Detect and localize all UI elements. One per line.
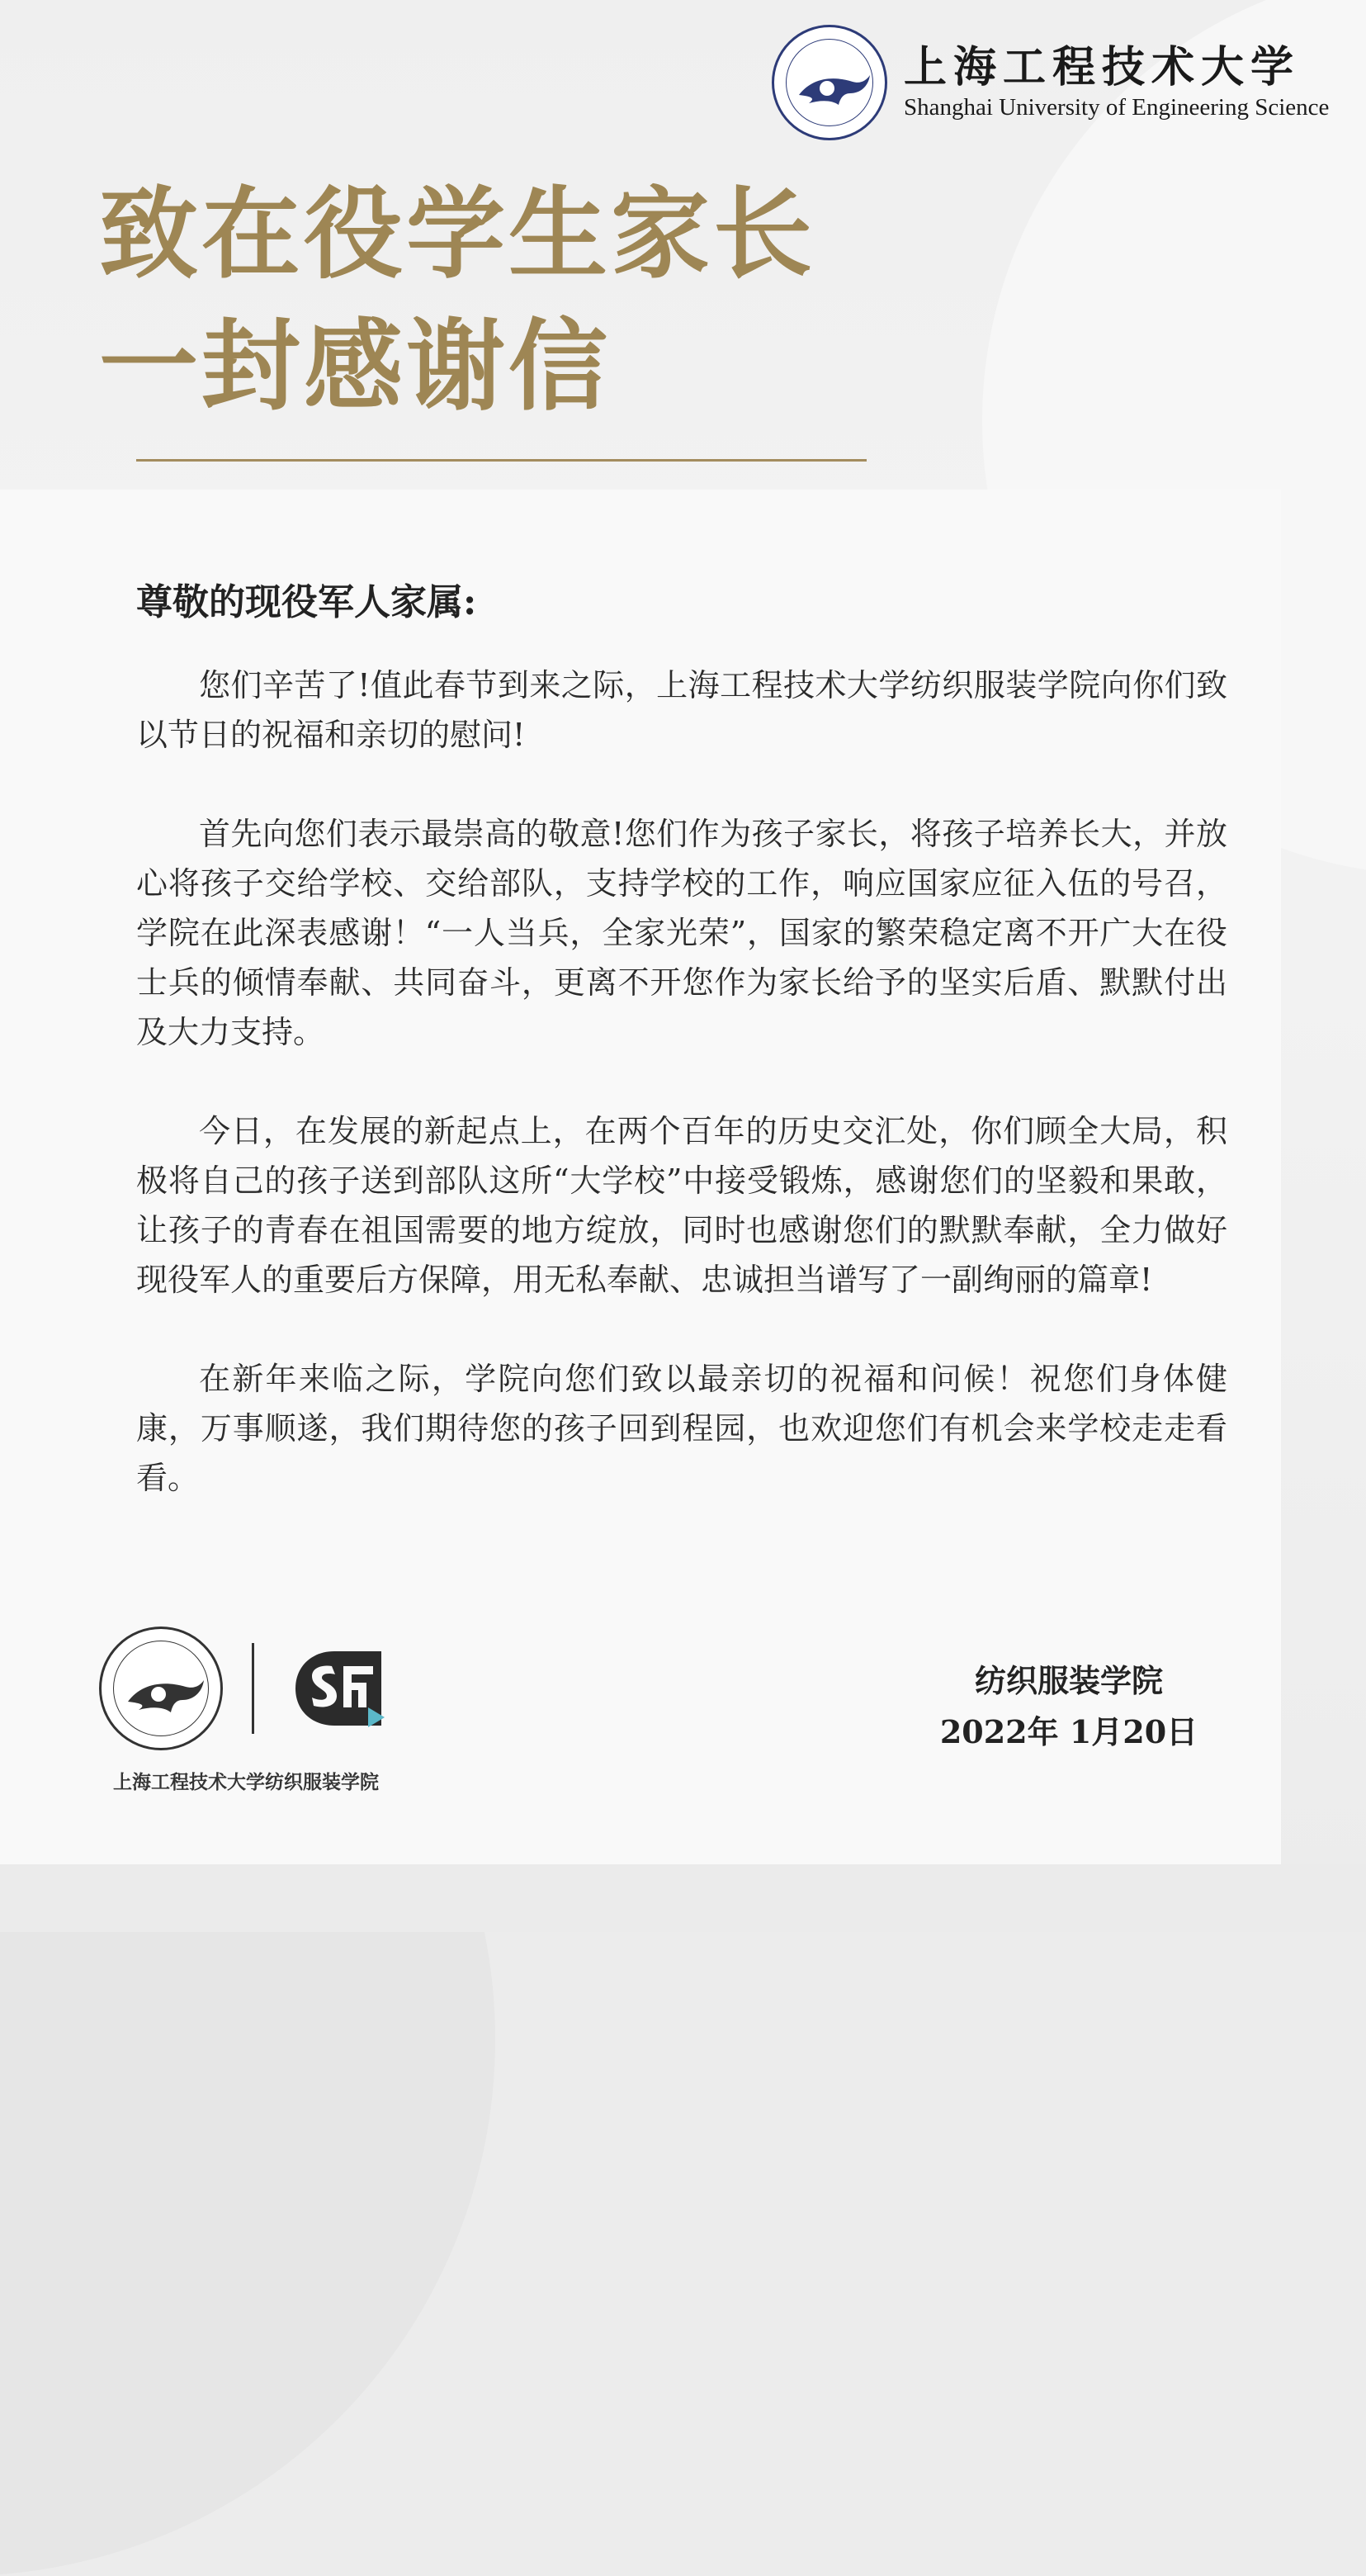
signature-org: 纺织服装学院 xyxy=(974,1662,1163,1699)
title-line-2: 一封感谢信 xyxy=(99,310,611,424)
university-name-cn: 上海工程技术大学 xyxy=(904,42,1301,92)
logo-divider xyxy=(252,1643,254,1734)
bottom-band xyxy=(0,1864,1366,1932)
paragraph: 在新年来临之际，学院向您们致以最亲切的祝福和问候！祝您们身体健康，万事顺遂，我们期待您的孩子回到程园，也欢迎您们有机会来学校走走看看。 xyxy=(136,1361,1227,1496)
letter-body xyxy=(136,661,1227,1552)
signature-block xyxy=(933,1655,1205,1758)
paragraph: 今日，在发展的新起点上，在两个百年的历史交汇处，你们顾全大局，积极将自己的孩子送到部队这所“大学校”中接受锻炼，感谢您们的坚毅和果敢，让孩子的青春在祖国需要的地方绽放，同时也感谢您们的默默奉献，全力做好现役军人的重要后方保障，用无私奉献、忠诚担当谱写了一副绚丽的篇章! xyxy=(136,1113,1227,1298)
title-divider xyxy=(136,459,867,462)
salutation: 尊敬的现役军人家属: xyxy=(136,581,477,623)
paragraph: 您们辛苦了!值此春节到来之际，上海工程技术大学纺织服装学院向你们致以节日的祝福和亲切的慰问! xyxy=(136,667,1227,753)
university-seal-icon xyxy=(772,25,887,140)
university-seal-icon xyxy=(99,1627,223,1750)
paragraph: 首先向您们表示最崇高的敬意!您们作为孩子家长，将孩子培养长大，并放心将孩子交给学校、交给部队，支持学校的工作，响应国家应征入伍的号召，学院在此深表感谢！“一人当兵，全家光荣”，国家的繁荣稳定离不开广大在役士兵的倾情奉献、共同奋斗，更离不开您作为家长给予的坚实后盾、默默付出及大力支持。 xyxy=(136,816,1227,1050)
sft-logo-icon xyxy=(289,1643,388,1734)
header-logo xyxy=(772,25,1349,140)
title-line-1: 致在役学生家长 xyxy=(99,178,815,292)
footer-logo xyxy=(99,1627,413,1792)
college-caption: 上海工程技术大学纺织服装学院 xyxy=(113,1772,379,1793)
page-title xyxy=(99,169,815,433)
signature-date: 2022年 1月20日 xyxy=(939,1713,1198,1750)
university-name-en: Shanghai University of Engineering Science xyxy=(904,94,1330,121)
